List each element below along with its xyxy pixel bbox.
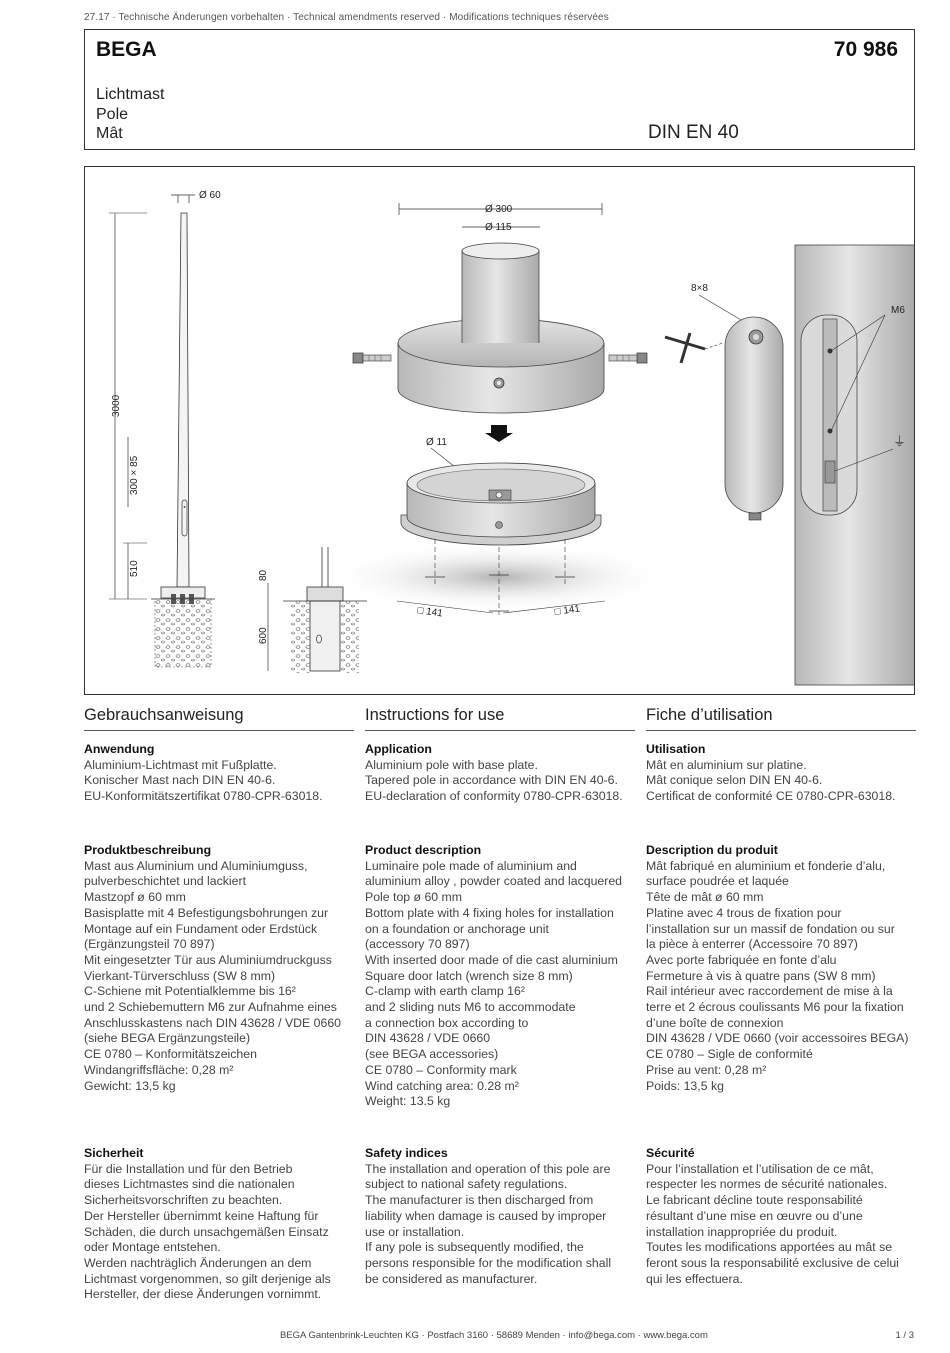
- column-en: [365, 706, 635, 1286]
- norm-label: DIN EN 40: [648, 122, 739, 143]
- text-line: qui les effectuera.: [646, 1271, 743, 1286]
- text-line: la pièce à enterrer (Accessoire 70 897): [646, 937, 858, 952]
- text-line: Mastzopf ø 60 mm: [84, 890, 186, 905]
- dim-lower-section: 510: [129, 560, 140, 577]
- section-heading: Sécurité: [646, 1146, 695, 1160]
- section-description-en: [365, 843, 635, 1110]
- text-line: a connection box according to: [365, 1015, 529, 1030]
- product-name-de: Lichtmast: [96, 86, 165, 103]
- text-line: pulverbeschichtet und lackiert: [84, 874, 246, 889]
- text-line: on a foundation or anchorage unit: [365, 921, 549, 936]
- text-line: respecter les normes de sécurité nationales.: [646, 1177, 888, 1192]
- product-name-fr: Mât: [96, 125, 123, 142]
- text-line: C-Schiene mit Potentialklemme bis 16²: [84, 984, 296, 999]
- text-line: liability when damage is caused by improper: [365, 1208, 607, 1223]
- section-heading: Description du produit: [646, 843, 778, 857]
- text-line: Sicherheitsvorschriften zu beachten.: [84, 1193, 283, 1208]
- text-line: installation inappropriée du produit.: [646, 1224, 838, 1239]
- text-line: DIN 43628 / VDE 0660: [365, 1031, 491, 1046]
- text-line: d’une boîte de connexion: [646, 1015, 784, 1030]
- text-line: C-clamp with earth clamp 16²: [365, 984, 525, 999]
- text-line: Fermeture à vis à quatre pans (SW 8 mm): [646, 968, 876, 983]
- section-description-de: [84, 843, 354, 1094]
- dim-hole-diameter: Ø 11: [426, 437, 447, 448]
- product-names: [96, 85, 164, 144]
- text-line: Mât en aluminium sur platine.: [646, 757, 807, 772]
- text-line: (Ergänzungsteil 70 897): [84, 937, 215, 952]
- text-line: Für die Installation und für den Betrieb: [84, 1161, 293, 1176]
- product-name-en: Pole: [96, 105, 129, 123]
- dim-overall-height: 3000: [111, 394, 122, 417]
- text-line: Certificat de conformité CE 0780-CPR-63018.: [646, 789, 896, 804]
- text-line: Tête de mât ø 60 mm: [646, 890, 764, 905]
- page-number: 1 / 3: [895, 1330, 914, 1341]
- text-line: Mât conique selon DIN EN 40-6.: [646, 773, 823, 788]
- base-exploded-view: [324, 203, 674, 620]
- text-line: Weight: 13.5 kg: [365, 1094, 451, 1109]
- text-line: persons responsible for the modification shall: [365, 1255, 612, 1270]
- section-heading: Application: [365, 742, 432, 756]
- text-line: With inserted door made of die cast aluminium: [365, 952, 618, 967]
- text-line: CE 0780 – Sigle de conformité: [646, 1047, 813, 1062]
- dim-pole-diameter: Ø 115: [485, 222, 512, 233]
- section-safety-en: [365, 1146, 635, 1287]
- text-line: Windangriffsfläche: 0,28 m²: [84, 1062, 234, 1077]
- header-box: [84, 29, 915, 150]
- section-application-en: [365, 742, 635, 805]
- text-line: Schäden, die durch unsachgemäßen Einsatz: [84, 1224, 329, 1239]
- section-application-fr: [646, 742, 916, 805]
- dim-wrench-size: 8×8: [691, 283, 708, 294]
- text-line: If any pole is subsequently modified, the: [365, 1240, 584, 1255]
- text-line: DIN 43628 / VDE 0660 (voir accessoires BEGA): [646, 1031, 909, 1046]
- text-line: feront sous la responsabilité exclusive de celui: [646, 1255, 899, 1270]
- text-line: Montage auf ein Fundament oder Erdstück: [84, 921, 318, 936]
- column-title-de: Gebrauchsanweisung: [84, 706, 354, 731]
- dim-square-141-right: □ 141: [553, 603, 581, 618]
- text-line: Poids: 13,5 kg: [646, 1078, 724, 1093]
- pole-elevation: [109, 190, 221, 667]
- section-safety-fr: [646, 1146, 916, 1287]
- text-line: Aluminium pole with base plate.: [365, 757, 538, 772]
- section-heading: Safety indices: [365, 1146, 448, 1160]
- dim-foundation-top: 80: [258, 569, 269, 581]
- text-line: CE 0780 – Conformity mark: [365, 1062, 517, 1077]
- text-line: Der Hersteller übernimmt keine Haftung für: [84, 1208, 319, 1223]
- text-line: Avec porte fabriquée en fonte d’alu: [646, 952, 837, 967]
- text-line: Anschlusskastens nach DIN 43628 / VDE 0660: [84, 1015, 342, 1030]
- arrow-down-icon: [485, 425, 513, 442]
- text-line: use or installation.: [365, 1224, 465, 1239]
- dim-top-diameter: Ø 60: [199, 190, 221, 201]
- text-line: résultant d’une mise en œuvre ou d’une: [646, 1208, 863, 1223]
- text-line: aluminium alloy , powder coated and lacquered: [365, 874, 623, 889]
- text-line: Platine avec 4 trous de fixation pour: [646, 905, 842, 920]
- text-line: Prise au vent: 0,28 m²: [646, 1062, 767, 1077]
- revision-notice: 27.17 · Technische Änderungen vorbehalten · Technical amendments reserved · Modifications techniques réservées: [84, 12, 609, 23]
- dim-square-141-left: □ 141: [416, 605, 444, 620]
- earth-symbol-icon: ⏚: [893, 434, 907, 449]
- text-line: Rail intérieur avec raccordement de mise à la: [646, 984, 893, 999]
- text-line: Lichtmast vorgenommen, so gilt derjenige als: [84, 1271, 331, 1286]
- text-line: surface poudrée et laquée: [646, 874, 789, 889]
- brand-name: BEGA: [96, 38, 157, 61]
- text-line: l’installation sur un massif de fondation ou sur: [646, 921, 895, 936]
- text-line: Pour l’installation et l’utilisation de ce mât,: [646, 1161, 874, 1176]
- text-line: The installation and operation of this pole are: [365, 1161, 611, 1176]
- text-line: The manufacturer is then discharged from: [365, 1193, 594, 1208]
- section-heading: Produktbeschreibung: [84, 843, 212, 857]
- section-safety-de: [84, 1146, 354, 1303]
- text-line: dieses Lichtmastes sind die nationalen: [84, 1177, 295, 1192]
- dim-sliding-nut: M6: [891, 305, 905, 316]
- text-line: be considered as manufacturer.: [365, 1271, 538, 1286]
- technical-drawing: [84, 166, 915, 695]
- dim-door-section: 300 × 85: [129, 455, 140, 495]
- text-line: (accessory 70 897): [365, 937, 470, 952]
- text-line: CE 0780 – Konformitätszeichen: [84, 1047, 257, 1062]
- text-line: Wind catching area: 0.28 m²: [365, 1078, 519, 1093]
- door-detail: [665, 283, 783, 520]
- section-heading: Sicherheit: [84, 1146, 144, 1160]
- text-line: Le fabricant décline toute responsabilité: [646, 1193, 863, 1208]
- text-line: EU-declaration of conformity 0780-CPR-63018.: [365, 789, 623, 804]
- section-heading: Product description: [365, 843, 482, 857]
- section-description-fr: [646, 843, 916, 1094]
- text-line: terre et 2 écrous coulissants M6 pour la fixation: [646, 1000, 904, 1015]
- text-line: Mât fabriqué en aluminium et fonderie d’alu,: [646, 858, 886, 873]
- text-line: EU-Konformitätszertifikat 0780-CPR-63018.: [84, 789, 323, 804]
- text-line: oder Montage entstehen.: [84, 1240, 221, 1255]
- text-line: (see BEGA accessories): [365, 1047, 499, 1062]
- bolt-left: [353, 353, 391, 363]
- text-line: Aluminium-Lichtmast mit Fußplatte.: [84, 757, 277, 772]
- section-application-de: [84, 742, 354, 805]
- pole-interior-detail: [795, 245, 915, 685]
- text-line: Square door latch (wrench size 8 mm): [365, 968, 573, 983]
- drawing-svg: [85, 167, 915, 695]
- bolt-right: [609, 353, 647, 363]
- text-line: Mit eingesetzter Tür aus Aluminiumdruckguss: [84, 952, 332, 967]
- text-line: and 2 sliding nuts M6 to accommodate: [365, 1000, 576, 1015]
- dim-foundation-depth: 600: [258, 627, 269, 644]
- column-title-fr: Fiche d’utilisation: [646, 706, 916, 731]
- text-line: Basisplatte mit 4 Befestigungsbohrungen zur: [84, 905, 329, 920]
- column-fr: [646, 706, 916, 1286]
- text-line: Konischer Mast nach DIN EN 40-6.: [84, 773, 276, 788]
- text-line: Luminaire pole made of aluminium and: [365, 858, 577, 873]
- text-line: Hersteller, der diese Änderungen vornimmt.: [84, 1287, 322, 1302]
- text-line: (siehe BEGA Ergänzungsteile): [84, 1031, 251, 1046]
- text-line: Pole top ø 60 mm: [365, 890, 463, 905]
- text-line: Mast aus Aluminium und Aluminiumguss,: [84, 858, 308, 873]
- section-heading: Anwendung: [84, 742, 155, 756]
- text-line: Toutes les modifications apportées au mât se: [646, 1240, 893, 1255]
- text-line: Vierkant-Türverschluss (SW 8 mm): [84, 968, 276, 983]
- text-line: subject to national safety regulations.: [365, 1177, 568, 1192]
- article-number: 70 986: [833, 38, 898, 61]
- text-line: Gewicht: 13,5 kg: [84, 1078, 176, 1093]
- text-line: Werden nachträglich Änderungen an dem: [84, 1255, 312, 1270]
- company-address: BEGA Gantenbrink-Leuchten KG · Postfach 3160 · 58689 Menden · info@bega.com · www.bega.com: [280, 1330, 708, 1341]
- dim-base-diameter: Ø 300: [485, 204, 513, 215]
- column-title-en: Instructions for use: [365, 706, 635, 731]
- text-line: Bottom plate with 4 fixing holes for installation: [365, 905, 614, 920]
- section-heading: Utilisation: [646, 742, 706, 756]
- text-line: und 2 Schiebemuttern M6 zur Aufnahme eines: [84, 1000, 337, 1015]
- column-de: [84, 706, 354, 1302]
- text-line: Tapered pole in accordance with DIN EN 40-6.: [365, 773, 618, 788]
